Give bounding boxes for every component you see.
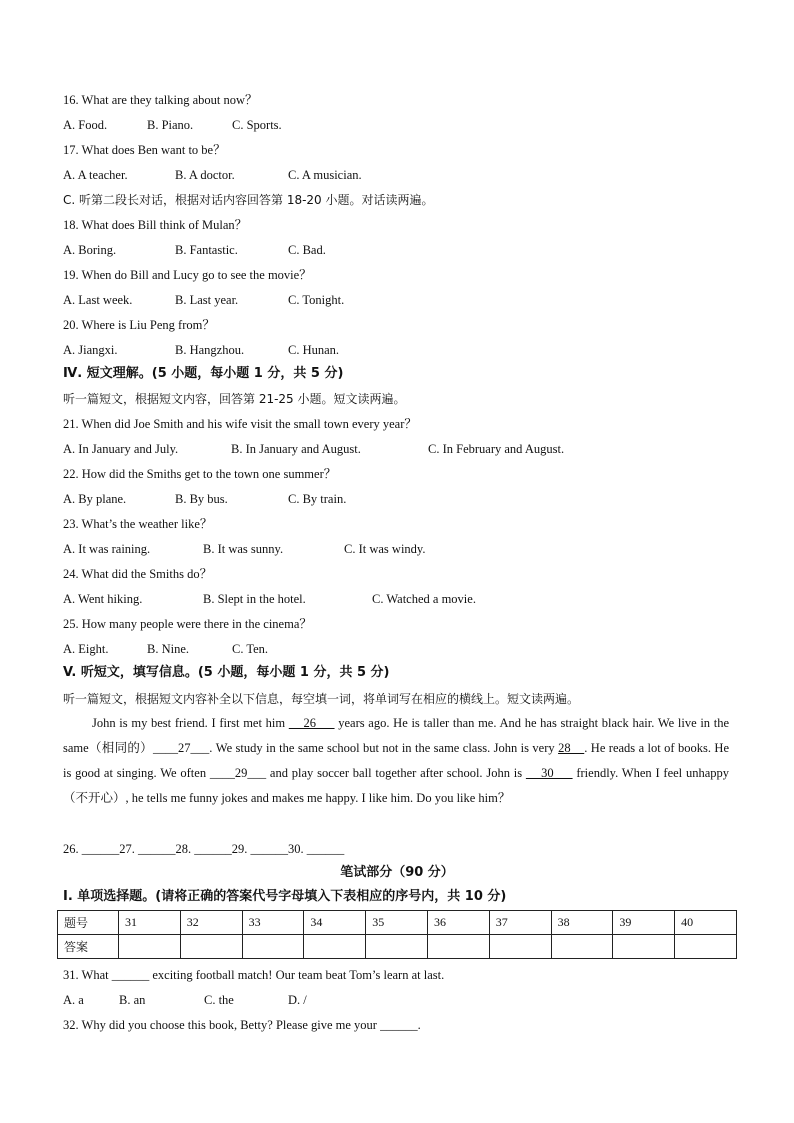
q31-option-c: C. the: [204, 993, 234, 1007]
question-22: 22. How did the Smiths get to the town one summer？: [63, 467, 337, 481]
section-c-instruction: C. 听第二段长对话，根据对话内容回答第 18-20 小题。对话读两遍。: [63, 193, 434, 207]
q21-option-c: C. In February and August.: [428, 442, 565, 456]
blank-30: 30: [525, 766, 573, 780]
answer-cell[interactable]: [180, 935, 242, 959]
q25-option-a: A. Eight.: [63, 642, 109, 656]
q18-option-b: B. Fantastic.: [175, 243, 238, 257]
q16-option-a: A. Food.: [63, 118, 108, 132]
q21-option-a: A. In January and July.: [63, 442, 179, 456]
q19-option-a: A. Last week.: [63, 293, 133, 307]
table-cell: 34: [304, 911, 366, 935]
answer-blanks-line: 26. ______27. ______28. ______29. ______30. ______: [63, 842, 345, 856]
q25-option-c: C. Ten.: [232, 642, 269, 656]
q24-option-a: A. Went hiking.: [63, 592, 143, 606]
written-part-title: 笔试部分（90 分）: [340, 865, 454, 880]
q17-option-a: A. A teacher.: [63, 168, 128, 182]
question-16: 16. What are they talking about now？: [63, 93, 258, 107]
table-label: 题号: [58, 911, 119, 935]
table-cell: 38: [551, 911, 613, 935]
question-17: 17. What does Ben want to be？: [63, 143, 226, 157]
answer-cell[interactable]: [613, 935, 675, 959]
question-31: 31. What ______ exciting football match! Our team beat Tom’s learn at last.: [63, 968, 445, 982]
table-cell: 39: [613, 911, 675, 935]
table-cell: 40: [675, 911, 737, 935]
q19-option-b: B. Last year.: [175, 293, 239, 307]
q19-option-c: C. Tonight.: [288, 293, 345, 307]
q20-option-b: B. Hangzhou.: [175, 343, 245, 357]
table-row: [58, 935, 737, 959]
answer-cell[interactable]: [366, 935, 428, 959]
table-cell: 35: [366, 911, 428, 935]
table-cell: 32: [180, 911, 242, 935]
question-21: 21. When did Joe Smith and his wife visit the small town every year？: [63, 417, 417, 431]
q16-option-c: C. Sports.: [232, 118, 282, 132]
passage-text: friendly. When I feel unhappy（不开心）, he tells me funny jokes and makes me happy. I like him. Do you like him？: [63, 766, 729, 805]
table-row: [58, 911, 737, 935]
blank-29: ____29___: [209, 766, 267, 780]
q20-option-a: A. Jiangxi.: [63, 343, 118, 357]
passage: [63, 711, 729, 811]
answer-table: [57, 910, 737, 959]
q20-option-c: C. Hunan.: [288, 343, 340, 357]
question-32: 32. Why did you choose this book, Betty? Please give me your ______.: [63, 1018, 421, 1032]
q17-option-c: C. A musician.: [288, 168, 362, 182]
q23-option-b: B. It was sunny.: [203, 542, 284, 556]
q18-option-a: A. Boring.: [63, 243, 117, 257]
table-label: 答案: [58, 935, 119, 959]
q21-option-b: B. In January and August.: [231, 442, 361, 456]
answer-cell[interactable]: [119, 935, 181, 959]
answer-cell[interactable]: [242, 935, 304, 959]
q23-option-a: A. It was raining.: [63, 542, 151, 556]
table-cell: 36: [427, 911, 489, 935]
q24-option-c: C. Watched a movie.: [372, 592, 476, 606]
question-24: 24. What did the Smiths do？: [63, 567, 213, 581]
passage-text: and play soccer ball together after school. John is: [266, 766, 526, 780]
answer-cell[interactable]: [304, 935, 366, 959]
passage-text: . He reads a lot of books. He is good at singing. We often: [63, 741, 729, 780]
passage-text: years ago. He is taller than me. And he has straight black hair. We live in the same（相同的）: [63, 716, 730, 755]
part-5-instruction: 听一篇短文，根据短文内容补全以下信息，每空填一词，将单词写在相应的横线上。短文读两遍。: [63, 692, 580, 706]
blank-27: ____27___: [152, 741, 210, 755]
part-4-instruction: 听一篇短文，根据短文内容，回答第 21-25 小题。短文读两遍。: [63, 392, 406, 406]
question-19: 19. When do Bill and Lucy go to see the movie？: [63, 268, 312, 282]
q17-option-b: B. A doctor.: [175, 168, 235, 182]
q31-option-d: D. /: [288, 993, 307, 1007]
question-18: 18. What does Bill think of Mulan？: [63, 218, 248, 232]
answer-cell[interactable]: [489, 935, 551, 959]
q25-option-b: B. Nine.: [147, 642, 190, 656]
answer-cell[interactable]: [427, 935, 489, 959]
q22-option-b: B. By bus.: [175, 492, 228, 506]
q22-option-c: C. By train.: [288, 492, 347, 506]
part-5-title: V. 听短文，填写信息。(5 小题，每小题 1 分，共 5 分): [63, 665, 390, 680]
q23-option-c: C. It was windy.: [344, 542, 426, 556]
question-20: 20. Where is Liu Peng from？: [63, 318, 215, 332]
table-cell: 31: [119, 911, 181, 935]
question-25: 25. How many people were there in the cinema？: [63, 617, 312, 631]
blank-28: 28: [558, 741, 585, 755]
q31-option-a: A. a: [63, 993, 84, 1007]
passage-text: John is my best friend. I first met him: [92, 716, 289, 730]
table-cell: 37: [489, 911, 551, 935]
passage-text: . We study in the same school but not in the same class. John is very: [209, 741, 559, 755]
part-4-title: Ⅳ. 短文理解。(5 小题，每小题 1 分，共 5 分): [63, 366, 344, 381]
question-23: 23. What’s the weather like？: [63, 517, 213, 531]
q31-option-b: B. an: [119, 993, 146, 1007]
answer-cell[interactable]: [551, 935, 613, 959]
table-cell: 33: [242, 911, 304, 935]
part-1-title: Ⅰ. 单项选择题。(请将正确的答案代号字母填入下表相应的序号内，共 10 分): [63, 889, 507, 904]
q18-option-c: C. Bad.: [288, 243, 326, 257]
blank-26: 26: [288, 716, 335, 730]
q22-option-a: A. By plane.: [63, 492, 127, 506]
q16-option-b: B. Piano.: [147, 118, 194, 132]
answer-cell[interactable]: [675, 935, 737, 959]
q24-option-b: B. Slept in the hotel.: [203, 592, 306, 606]
